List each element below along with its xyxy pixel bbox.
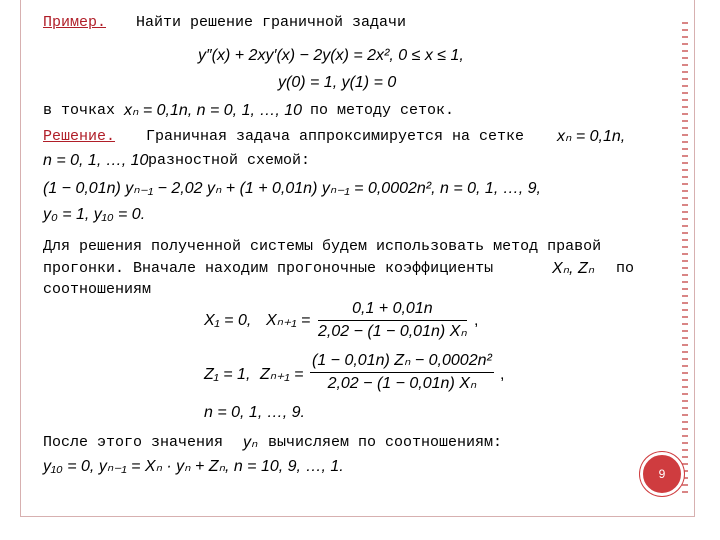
paragraph-line-2: прогонки. Вначале находим прогоночные коэффициенты	[43, 260, 494, 277]
paragraph-line-1: Для решения полученной системы будем использовать метод правой	[43, 238, 602, 255]
main-equation: y″(x) + 2xy′(x) − 2y(x) = 2x², 0 ≤ x ≤ 1,	[198, 47, 464, 64]
paragraph-line-3: соотношениям	[43, 281, 152, 298]
solution-text: Граничная задача аппроксимируется на сетке	[146, 128, 525, 145]
points-method-text: по методу сеток.	[310, 102, 455, 119]
after-text: После этого значения	[43, 434, 224, 451]
xn-denominator: 2,02 − (1 − 0,01n) Xₙ	[318, 323, 467, 340]
page-number: 9	[658, 467, 666, 481]
x1-formula: X₁ = 0,	[204, 312, 252, 329]
zn-comma: ,	[500, 366, 505, 383]
xn-numerator: 0,1 + 0,01n	[318, 300, 467, 321]
z1-formula: Z₁ = 1,	[204, 366, 251, 383]
grid-range: n = 0, 1, …, 10	[43, 152, 149, 169]
paragraph-line-2-end: по	[616, 260, 635, 277]
final-formula: y₁₀ = 0, yₙ₋₁ = Xₙ · yₙ + Zₙ, n = 10, 9, …, 1.	[43, 458, 344, 475]
grid-formula: xₙ = 0,1n,	[557, 128, 626, 145]
yn-variable: yₙ	[243, 434, 258, 451]
difference-boundary: y₀ = 1, y₁₀ = 0.	[43, 206, 146, 223]
xn-fraction	[318, 300, 467, 341]
points-text: в точках	[43, 102, 116, 119]
n-range: n = 0, 1, …, 9.	[204, 404, 305, 421]
difference-scheme: (1 − 0,01n) yₙ₋₁ − 2,02 yₙ + (1 + 0,01n) yₙ₋₁ = 0,0002n², n = 0, 1, …, 9,	[43, 180, 541, 197]
boundary-conditions: y(0) = 1, y(1) = 0	[278, 74, 397, 91]
scheme-text: разностной схемой:	[148, 152, 311, 169]
after-text-end: вычисляем по соотношениям:	[268, 434, 503, 451]
zn-fraction	[310, 352, 494, 393]
xn-lhs: Xₙ₊₁ =	[266, 312, 311, 329]
zn-lhs: Zₙ₊₁ =	[260, 366, 304, 383]
zn-denominator: 2,02 − (1 − 0,01n) Xₙ	[327, 375, 477, 392]
solution-label: Решение.	[43, 128, 116, 145]
points-formula: xₙ = 0,1n, n = 0, 1, …, 10	[124, 102, 303, 119]
page-number-badge	[640, 452, 684, 496]
coefficients-formula: Xₙ, Zₙ	[552, 260, 595, 277]
xn-comma: ,	[474, 312, 479, 329]
task-text: Найти решение граничной задачи	[136, 14, 407, 31]
zn-numerator: (1 − 0,01n) Zₙ − 0,0002n²	[310, 352, 494, 373]
decorative-dashed-border	[682, 22, 688, 494]
example-label: Пример.	[43, 14, 107, 31]
